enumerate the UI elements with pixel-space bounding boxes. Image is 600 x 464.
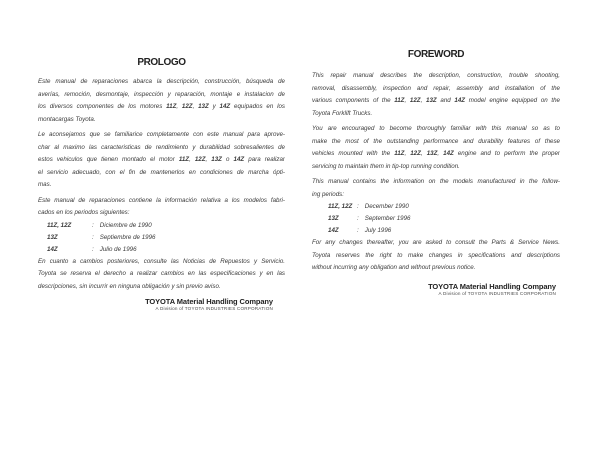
text-line: averías, remoción, desmontaje, inspección y reparación, montaje e instalacion de (38, 90, 285, 98)
model-label: 13Z (328, 215, 339, 222)
company-signature (312, 282, 560, 297)
text-line: vehicles mounted with the 11Z, 12Z, 13Z, 14Z engine and to perform the proper (312, 150, 560, 157)
paragraph (38, 195, 285, 220)
text-line: descripciones, sin incurrir en ninguna obligación y sin previo aviso. (38, 282, 221, 290)
separator: : (92, 245, 94, 253)
model-period-row (38, 244, 285, 256)
model-period-row (38, 220, 285, 232)
paragraph (312, 237, 560, 275)
text-line: removal, disassembly, inspection and repair, assembly and installation of the (312, 84, 560, 92)
prologo-page (38, 57, 285, 312)
paragraph (312, 70, 560, 120)
model-label: 13Z (47, 233, 58, 241)
company-division: A Division of TOYOTA INDUSTRIES CORPORATION (155, 306, 273, 311)
model-date: Julio de 1996 (99, 245, 137, 253)
paragraph (312, 123, 560, 173)
prologo-model-period-list (38, 220, 285, 256)
paragraph (38, 76, 285, 126)
company-signature (38, 297, 285, 312)
text-line: servicing to maintain them in tip-top running condition. (312, 162, 460, 170)
text-line: Este manual de reparaciones abarca la descripción, construcción, búsqueda de (38, 78, 285, 85)
text-line: This repair manual describes the description, construction, trouble shooting, (312, 72, 560, 79)
text-line: mas. (38, 181, 52, 188)
text-line: Toyota se reserva el derecho a realizar cambios en las especificaciones y en las (38, 270, 285, 277)
model-label: 11Z, 12Z (328, 203, 353, 210)
text-line: En cuanto a cambios posteriores, consulte las Noticias de Repuestos y Servicio. (38, 257, 285, 265)
model-label: 14Z (328, 227, 339, 234)
text-line: char al maximo las caracteristicas de rendimiento y durabilidad sobresalientes de (38, 143, 285, 151)
model-period-row (312, 213, 560, 225)
foreword-model-period-list (312, 201, 560, 237)
company-name: TOYOTA Material Handling Company (428, 281, 556, 291)
model-period-row (38, 232, 285, 244)
text-line: ing periods: (312, 190, 344, 198)
prologo-intro-paragraphs (38, 76, 285, 220)
model-date: Diciembre de 1990 (99, 221, 152, 229)
text-line: montacargas Toyota. (38, 115, 96, 123)
model-label: 11Z, 12Z (47, 221, 72, 229)
model-date: September 1996 (364, 215, 411, 222)
company-division: A Division of TOYOTA INDUSTRIES CORPORATION (438, 290, 556, 296)
separator: : (92, 221, 94, 229)
paragraph (38, 129, 285, 192)
text-line: make the most of the outstanding performance and durability features of these (312, 137, 560, 145)
text-line: estos vehiculos que tienen montado el motor 11Z, 12Z, 13Z o 14Z para realizar (38, 156, 285, 163)
prologo-closing-paragraphs (38, 256, 285, 294)
company-name: TOYOTA Material Handling Company (145, 297, 273, 306)
text-line: You are encouraged to become thoroughly familiar with this manual so as to (312, 125, 560, 132)
separator: : (357, 215, 359, 222)
text-line: Toyota reserves the right to make changes in specifications and descriptions (312, 251, 560, 259)
foreword-closing-paragraphs (312, 237, 560, 275)
model-period-row (312, 225, 560, 237)
text-line: Este manual de reparaciones contiene la información relativa a los modelos fabri- (38, 196, 285, 204)
page-title-prologo: PROLOGO (137, 57, 186, 68)
model-label: 14Z (47, 245, 58, 253)
foreword-page (312, 49, 560, 297)
text-line: For any changes thereafter, you are asked to consult the Parts & Service News. (312, 239, 560, 246)
text-line: various components of the 11Z, 12Z, 13Z and 14Z model engine equipped on the (312, 97, 560, 104)
foreword-intro-paragraphs (312, 70, 560, 201)
text-line: Toyota Forklift Trucks. (312, 109, 373, 117)
model-date: December 1990 (364, 203, 409, 210)
text-line: without incurring any obligation and without previous notice. (312, 264, 476, 271)
separator: : (357, 227, 359, 234)
text-line: los diversos componentes de los motores 11Z, 12Z, 13Z y 14Z equipados en los (38, 103, 285, 110)
text-line: el servicio adecuado, con el fin de mantenerlos en condiciones de marcha ópti- (38, 168, 285, 176)
separator: : (357, 203, 359, 210)
paragraph (38, 256, 285, 294)
text-line: Le aconsejamos que se familiarice completamente con este manual para aprove- (38, 131, 285, 138)
paragraph (312, 176, 560, 201)
model-date: July 1996 (364, 227, 392, 234)
separator: : (92, 233, 94, 241)
model-period-row (312, 201, 560, 213)
text-line: This manual contains the information on the models manufactured in the follow- (312, 178, 560, 185)
page-title-foreword: FOREWORD (407, 49, 465, 60)
model-date: Septiembre de 1996 (99, 233, 156, 241)
text-line: cados en los periodos siguientes: (38, 209, 130, 216)
